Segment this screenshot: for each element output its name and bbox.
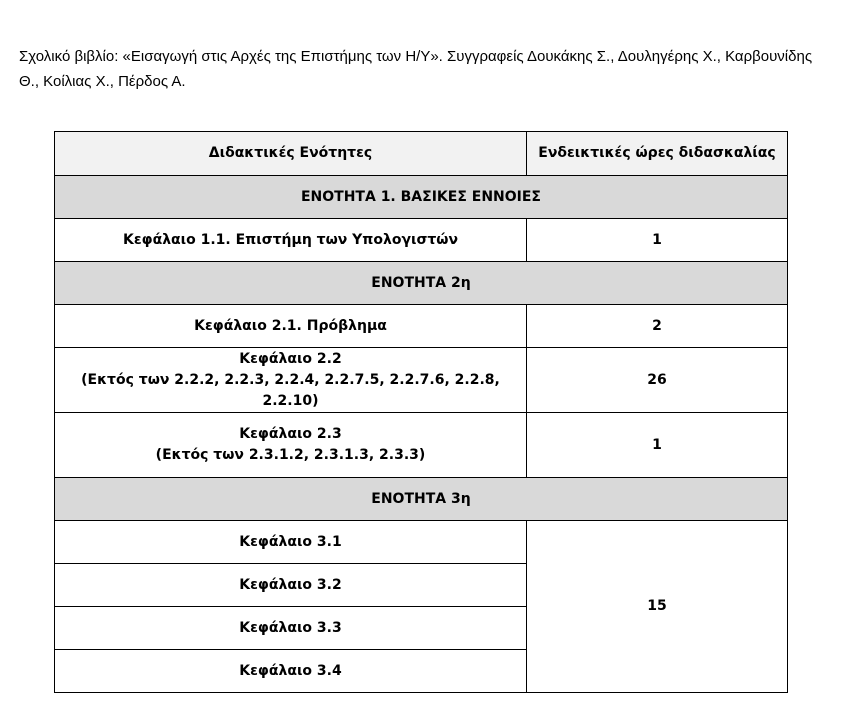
chapter-2-3-note: (Εκτός των 2.3.1.2, 2.3.1.3, 2.3.3) (155, 447, 426, 463)
table-row (55, 348, 788, 413)
hours-2-1: 2 (527, 305, 788, 348)
chapter-3-1: Κεφάλαιο 3.1 (55, 521, 527, 564)
section-row (55, 176, 788, 219)
section-row (55, 478, 788, 521)
table-row (55, 219, 788, 262)
header-units: Διδακτικές Ενότητες (55, 132, 527, 176)
hours-section-3: 15 (527, 521, 788, 693)
syllabus-table (54, 131, 788, 693)
chapter-3-2: Κεφάλαιο 3.2 (55, 564, 527, 607)
chapter-2-2-cell (55, 348, 527, 413)
chapter-2-2: Κεφάλαιο 2.2 (239, 350, 342, 367)
section-2-title: ΕΝΟΤΗΤΑ 2η (55, 262, 788, 305)
chapter-3-3: Κεφάλαιο 3.3 (55, 607, 527, 650)
section-1-title: ΕΝΟΤΗΤΑ 1. ΒΑΣΙΚΕΣ ΕΝΝΟΙΕΣ (55, 176, 788, 219)
hours-2-3: 1 (527, 413, 788, 478)
chapter-2-3: Κεφάλαιο 2.3 (239, 426, 342, 442)
table-header-row (55, 132, 788, 176)
chapter-2-2-note: (Εκτός των 2.2.2, 2.2.3, 2.2.4, 2.2.7.5, 2.2.7.6, 2.2.8, 2.2.10) (81, 371, 500, 409)
textbook-intro: Σχολικό βιβλίο: «Εισαγωγή στις Αρχές της Επιστήμης των Η/Υ». Συγγραφείς Δουκάκης Σ., Δουληγέρης Χ., Καρβουνίδης Θ., Κοίλιας Χ., Πέρδος Α. (19, 48, 813, 90)
hours-2-2: 26 (527, 348, 788, 413)
chapter-2-1: Κεφάλαιο 2.1. Πρόβλημα (55, 305, 527, 348)
section-3-title: ΕΝΟΤΗΤΑ 3η (55, 478, 788, 521)
table-row (55, 413, 788, 478)
header-hours: Ενδεικτικές ώρες διδασκαλίας (527, 132, 788, 176)
chapter-1-1: Κεφάλαιο 1.1. Επιστήμη των Υπολογιστών (55, 219, 527, 262)
chapter-2-3-cell (55, 413, 527, 478)
hours-1-1: 1 (527, 219, 788, 262)
table-row (55, 521, 788, 564)
table-row (55, 305, 788, 348)
section-row (55, 262, 788, 305)
chapter-3-4: Κεφάλαιο 3.4 (55, 650, 527, 693)
